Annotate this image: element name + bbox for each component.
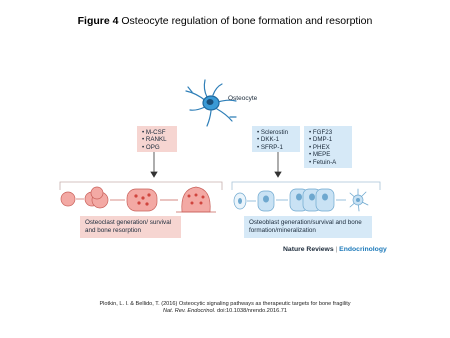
figure-label: Figure 4 bbox=[77, 15, 119, 27]
osteoclast-factors-box bbox=[137, 126, 177, 152]
citation-line-2 bbox=[0, 308, 450, 315]
publisher-journal: Endocrinology bbox=[339, 246, 387, 253]
citation-line-1: Plotkin, L. I. & Bellido, T. (2016) Osteocytic signaling pathways as therapeutic targets for bone fragility bbox=[99, 301, 351, 307]
wnt-inhibitor: • DKK-1 bbox=[257, 136, 295, 143]
mineral-factor: • FGF23 bbox=[309, 129, 347, 136]
figure-title-text: Osteocyte regulation of bone formation and resorption bbox=[121, 15, 373, 27]
osteoclast-lineage bbox=[61, 187, 216, 212]
publisher-separator: | bbox=[335, 246, 338, 253]
citation-journal: Nat. Rev. Endocrinol. bbox=[162, 308, 216, 314]
osteocyte-cell bbox=[186, 80, 236, 126]
mineral-factor: • DMP-1 bbox=[309, 136, 347, 143]
osteoclast-factor: • RANKL bbox=[142, 136, 172, 143]
osteoblast-lineage bbox=[234, 189, 368, 211]
osteoblast-caption: Osteoblast generation/survival and bone formation/mineralization bbox=[244, 216, 372, 238]
osteocyte-label: Osteocyte bbox=[228, 95, 258, 102]
publisher-brand bbox=[283, 246, 387, 253]
mineral-factors-list bbox=[309, 129, 347, 166]
citation-doi: doi:10.1038/nrendo.2016.71 bbox=[217, 308, 287, 314]
osteoclast-factors-list bbox=[142, 129, 172, 151]
mineral-factor: • MEPE bbox=[309, 151, 347, 158]
mineral-factor: • PHEX bbox=[309, 144, 347, 151]
osteoclast-factor: • OPG bbox=[142, 144, 172, 151]
mineral-factors-box bbox=[304, 126, 352, 168]
osteoclast-caption: Osteoclast generation/ survival and bone resorption bbox=[80, 216, 181, 238]
mineral-factor: • Fetuin-A bbox=[309, 159, 347, 166]
wnt-inhibitors-box bbox=[252, 126, 300, 152]
wnt-inhibitor: • Sclerostin bbox=[257, 129, 295, 136]
arrows bbox=[151, 152, 281, 177]
publisher-name: Nature Reviews bbox=[283, 246, 334, 253]
wnt-inhibitor: • SFRP-1 bbox=[257, 144, 295, 151]
osteoclast-factor: • M-CSF bbox=[142, 129, 172, 136]
wnt-inhibitors-list bbox=[257, 129, 295, 151]
citation bbox=[0, 301, 450, 315]
